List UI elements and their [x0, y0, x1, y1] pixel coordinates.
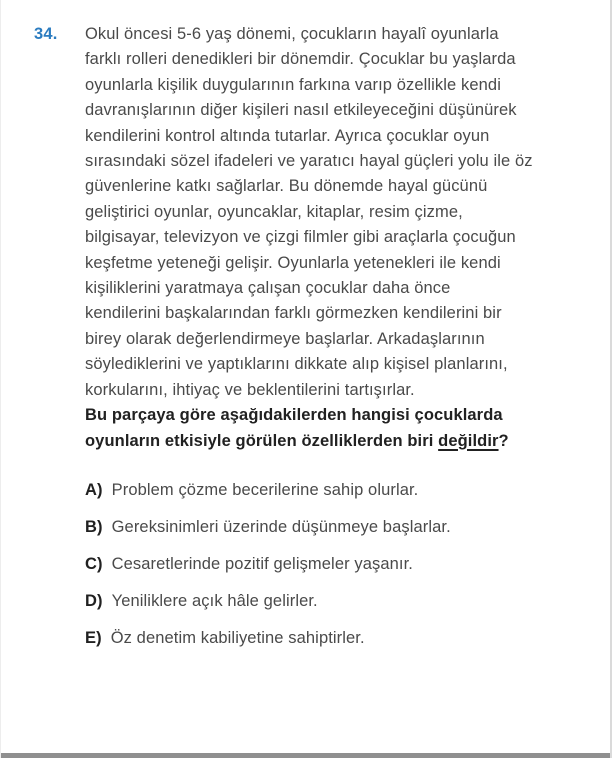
passage-line: keşfetme yeteneği gelişir. Oyunlarla yetenekleri ile kendi	[85, 253, 501, 272]
option-letter: A)	[85, 480, 103, 499]
option-letter: C)	[85, 554, 103, 573]
option-row[interactable]	[85, 552, 584, 577]
options-list	[85, 478, 584, 651]
question-content	[85, 22, 584, 663]
page-bottom-border	[1, 753, 610, 758]
question-block	[1, 0, 610, 663]
passage-line: kendilerini kontrol altında tutarlar. Ayrıca çocuklar oyun	[85, 126, 490, 145]
option-letter: E)	[85, 628, 102, 647]
passage-line: birey olarak değerlendirmeye başlarlar. Arkadaşlarının	[85, 329, 485, 348]
passage-line: geliştirici oyunlar, oyuncaklar, kitaplar, resim çizme,	[85, 202, 463, 221]
passage-line: söylediklerini ve yaptıklarını dikkate alıp kişisel planlarını,	[85, 355, 508, 374]
option-text: Problem çözme becerilerine sahip olurlar.	[111, 480, 419, 499]
prompt-line-2	[85, 429, 584, 454]
passage	[85, 22, 584, 403]
prompt-underlined-word: değildir	[438, 431, 499, 450]
passage-line: kişiliklerini yaratmaya çalışan çocuklar daha önce	[85, 279, 451, 298]
passage-line: kendilerini başkalarından farklı görmezken kendilerini bir	[85, 304, 502, 323]
passage-line: bilgisayar, televizyon ve çizgi filmler gibi araçlarla çocuğun	[85, 228, 516, 247]
option-text: Cesaretlerinde pozitif gelişmeler yaşanır.	[111, 554, 413, 573]
option-text: Gereksinimleri üzerinde düşünmeye başlarlar.	[111, 517, 451, 536]
passage-line: Okul öncesi 5-6 yaş dönemi, çocukların hayalî oyunlarla	[85, 25, 499, 43]
option-row[interactable]	[85, 589, 584, 614]
prompt-line-2-text: oyunların etkisiyle görülen özelliklerden biri	[85, 431, 439, 450]
option-row[interactable]	[85, 515, 584, 540]
option-row[interactable]	[85, 478, 584, 503]
passage-line: korkularını, ihtiyaç ve beklentilerini tartışırlar.	[85, 380, 415, 399]
passage-line: davranışlarının diğer kişileri nasıl etkileyeceğini düşünürek	[85, 101, 517, 120]
option-letter: B)	[85, 517, 103, 536]
passage-line: oyunlarla kişilik duygularının farkına varıp özellikle kendi	[85, 75, 501, 94]
passage-line: sırasındaki sözel ifadeleri ve yaratıcı hayal güçleri yolu ile öz	[85, 152, 533, 171]
question-prompt	[85, 403, 584, 454]
option-row[interactable]	[85, 626, 584, 651]
option-letter: D)	[85, 591, 103, 610]
question-number: 34.	[34, 25, 58, 43]
prompt-line-1: Bu parçaya göre aşağıdakilerden hangisi çocuklarda	[85, 406, 503, 425]
passage-line: güvenlerine katkı sağlarlar. Bu dönemde hayal gücünü	[85, 177, 488, 196]
passage-line: farklı rolleri denedikleri bir dönemdir. Çocuklar bu yaşlarda	[85, 50, 516, 69]
option-text: Yeniliklere açık hâle gelirler.	[111, 591, 318, 610]
prompt-question-mark: ?	[498, 431, 509, 450]
option-text: Öz denetim kabiliyetine sahiptirler.	[110, 628, 365, 647]
